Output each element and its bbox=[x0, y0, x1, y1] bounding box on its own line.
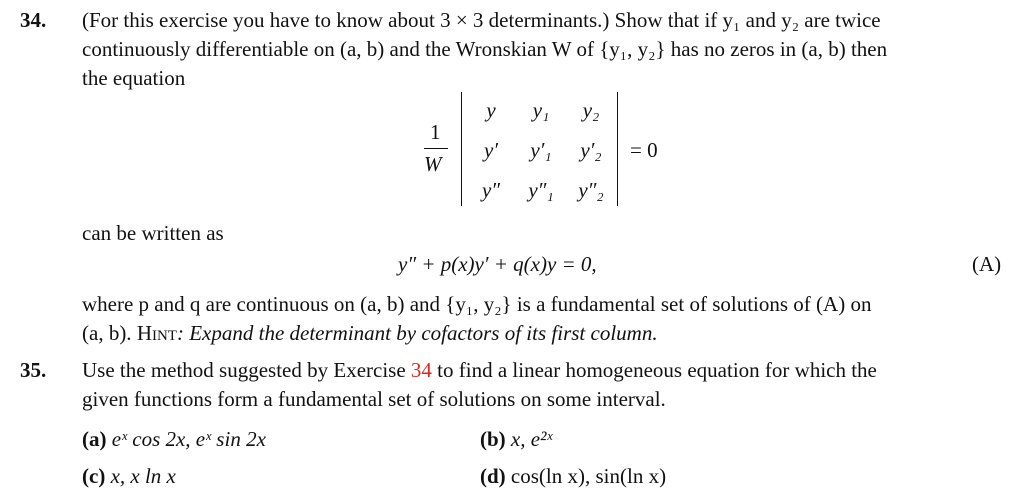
det-cell-r3c2: y″₁ bbox=[528, 178, 554, 202]
determinant-left-bar bbox=[461, 92, 462, 206]
det-cell-r1c1: y bbox=[486, 98, 496, 122]
part-c-text: x, x ln x bbox=[110, 464, 176, 488]
fraction-denominator: W bbox=[424, 152, 442, 176]
exercise-35-line-1-a: Use the method suggested by Exercise bbox=[82, 358, 411, 382]
exercise-35-line-1-b: to find a linear homogeneous equation for which the bbox=[431, 358, 877, 382]
exercise-34-after-line-2 bbox=[82, 319, 658, 347]
exercise-35-number: 35. bbox=[20, 358, 47, 382]
exercise-34-line-3: the equation bbox=[82, 66, 186, 90]
part-c-label: (c) bbox=[82, 464, 106, 488]
hint-word: Hint bbox=[136, 321, 177, 345]
det-cell-r3c3: y″₂ bbox=[578, 178, 604, 202]
can-be-written-text: can be written as bbox=[82, 221, 224, 245]
part-d-label: (d) bbox=[480, 464, 506, 488]
exercise-35-line-2: given functions form a fundamental set of solutions on some interval. bbox=[82, 387, 666, 411]
fraction-bar bbox=[424, 148, 448, 149]
det-cell-r1c3: y₂ bbox=[582, 98, 600, 122]
exercise-35-line-1 bbox=[82, 356, 877, 384]
determinant-equals-zero: = 0 bbox=[630, 138, 658, 162]
det-cell-r2c2: y′₁ bbox=[530, 138, 552, 162]
fraction-numerator: 1 bbox=[430, 120, 441, 144]
exercise-34-number: 34. bbox=[20, 8, 47, 32]
part-c bbox=[82, 462, 176, 490]
part-d-text: cos(ln x), sin(ln x) bbox=[510, 464, 667, 488]
exercise-34-line-1: (For this exercise you have to know about 3 × 3 determinants.) Show that if y₁ and y₂ are twice bbox=[82, 8, 881, 32]
exercise-34-reference-link[interactable]: 34 bbox=[410, 358, 432, 382]
determinant-right-bar bbox=[617, 92, 618, 206]
exercise-34-after-line-1: where p and q are continuous on (a, b) and {y₁, y₂} is a fundamental set of solutions of (A) on bbox=[82, 292, 872, 316]
part-b bbox=[480, 425, 552, 453]
part-a bbox=[82, 425, 266, 453]
det-cell-r1c2: y₁ bbox=[532, 98, 550, 122]
det-cell-r2c3: y′₂ bbox=[580, 138, 602, 162]
part-b-text: x, e²ˣ bbox=[510, 427, 553, 451]
part-a-label: (a) bbox=[82, 427, 107, 451]
det-cell-r3c1: y″ bbox=[481, 178, 501, 202]
part-b-label: (b) bbox=[480, 427, 506, 451]
part-a-text: eˣ cos 2x, eˣ sin 2x bbox=[111, 427, 266, 451]
hint-text: : Expand the determinant by cofactors of its first column. bbox=[176, 321, 658, 345]
interval-text: (a, b). bbox=[82, 321, 137, 345]
equation-a-label: (A) bbox=[972, 252, 1002, 276]
exercise-34-line-2: continuously differentiable on (a, b) and the Wronskian W of {y₁, y₂} has no zeros in (a, b) then bbox=[82, 37, 888, 61]
part-d bbox=[480, 462, 666, 490]
equation-a: y″ + p(x)y′ + q(x)y = 0, bbox=[398, 252, 597, 276]
det-cell-r2c1: y′ bbox=[484, 138, 498, 162]
